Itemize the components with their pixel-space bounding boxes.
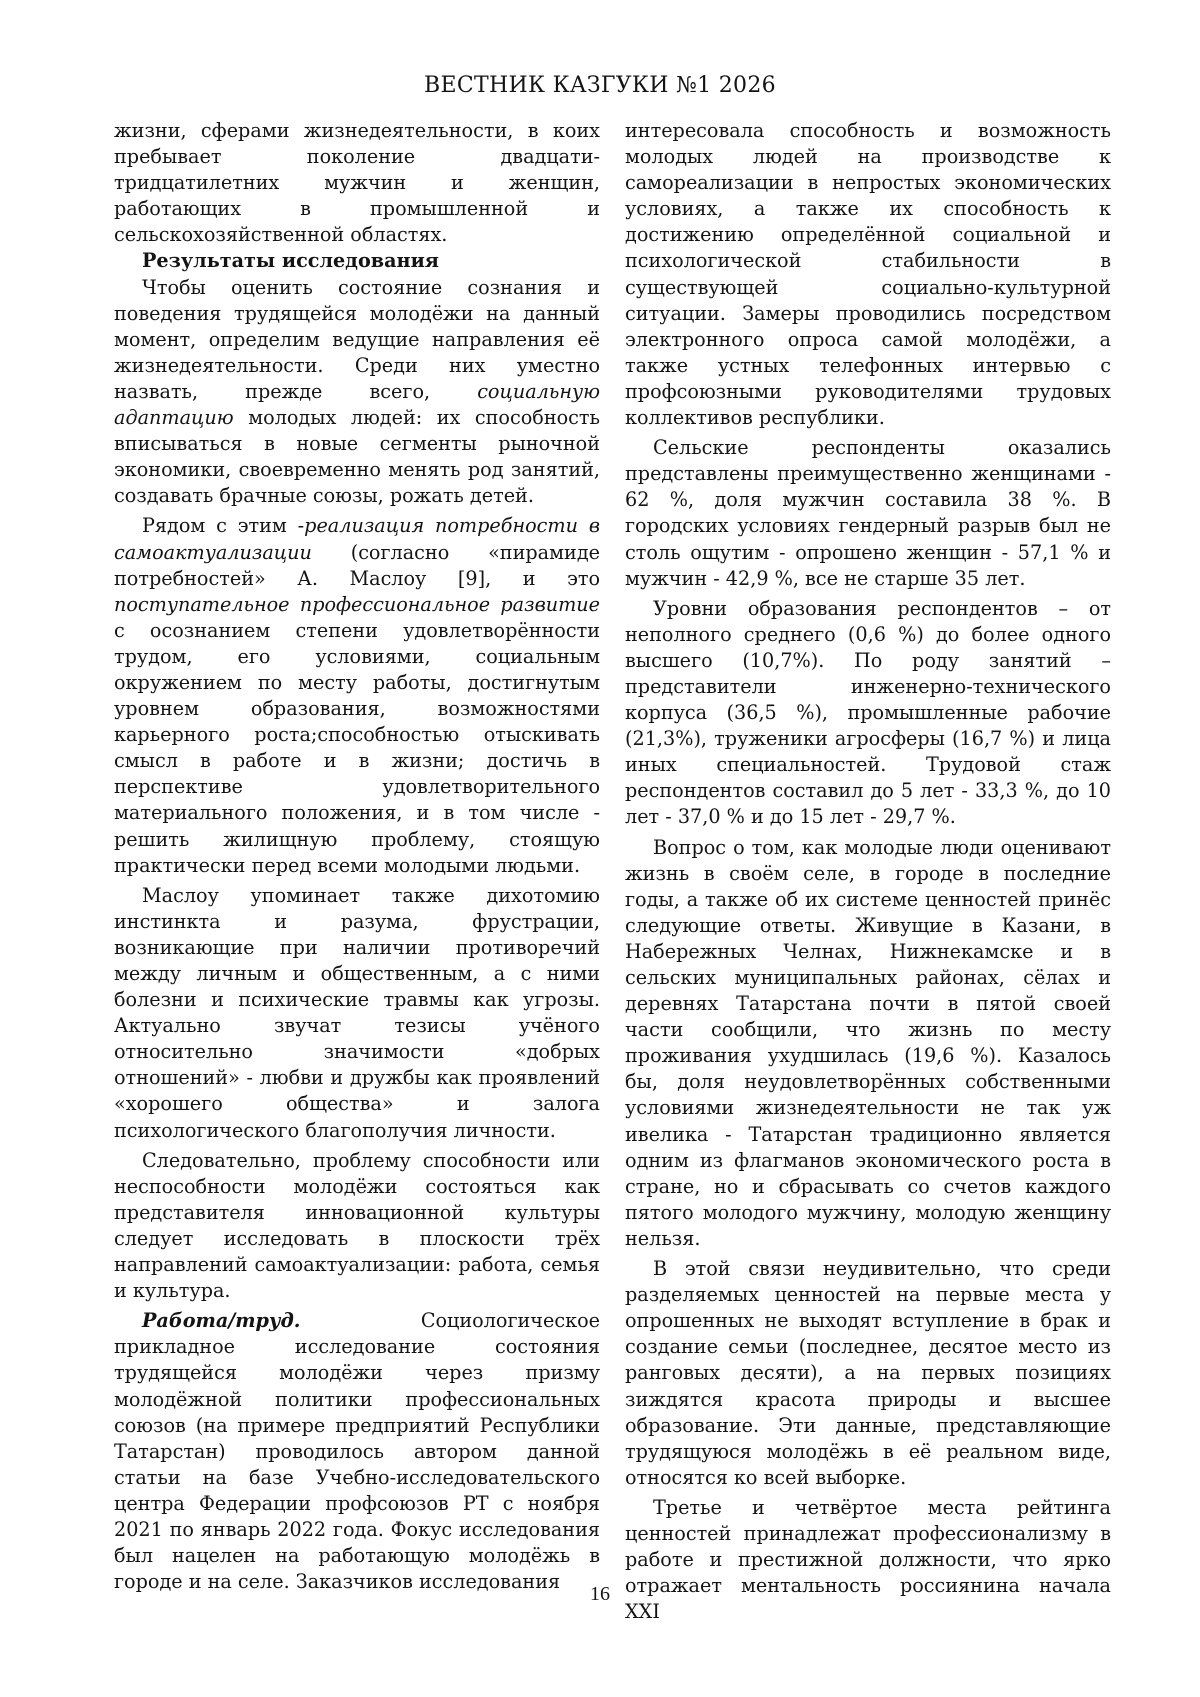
paragraph-life-assessment: Вопрос о том, как молодые люди оценивают жизнь в своём селе, в городе в последние годы, а также об их системе ценностей принёс следующие ответы. Живущие в Казани, в Набережных Челнах, Нижнекамске и в сельских муниципальных районах, сёлах и деревнях Татарстана почти в пятой своей части сообщили, что жизнь по месту проживания ухудшилась (19,6 %). Казалось бы, доля неудовлетворённых собственными условиями жизнедеятельности не так уж ивелика - Татарстан традиционно является одним из флагманов экономического роста в стране, но и сбрасывать со счетов каждого пятого молодого мужчину, молодую женщину нельзя. [625, 835, 1111, 1250]
bold-italic-term-work: Работа/труд. [142, 1309, 301, 1333]
paragraph-text: Рядом с этим - [142, 514, 305, 538]
paragraph-education-levels: Уровни образования респондентов – от неполного среднего (0,6 %) до более одного высшего (10,7%). По роду занятий – представители инженерно-технического корпуса (36,5 %), промышленные рабочие (21,3%), труженики агросферы (16,7 %) и лица иных специальностей. Трудовой стаж респондентов составил до 5 лет - 33,3 %, до 10 лет - 37,0 % и до 15 лет - 29,7 %. [625, 596, 1111, 829]
paragraph-work [114, 1308, 600, 1595]
paragraph-values: В этой связи неудивительно, что среди разделяемых ценностей на первые места у опрошенных не выходят вступление в брак и создание семьи (последнее, десятое место из ранговых десяти), а на первых позициях зиждятся красота природы и высшее образование. Эти данные, представляющие трудящуюся молодёжь в её реальном виде, относятся ко всей выборке. [625, 1257, 1111, 1489]
paragraph-rural-respondents: Сельские респонденты оказались представлены преимущественно женщинами - 62 %, доля мужчин составила 38 %. В городских условиях гендерный разрыв был не столь ощутим - опрошено женщин - 57,1 % и мужчин - 42,9 %, все не старше 35 лет. [625, 436, 1111, 590]
paragraph-text: с осознанием степени удовлетворённости трудом, его условиями, социальным окружением по месту работы, достигнутым уровнем образования, возможностями карьерного роста;способностью отыскивать смысл в работе и в жизни; достичь в перспективе удовлетворительного материального положения, и в том числе - решить жилищную проблему, стоящую практически перед всеми молодыми людьми. [114, 618, 600, 877]
paragraph-social-adaptation [114, 275, 600, 510]
paragraph-self-actualization [114, 513, 600, 878]
italic-term-self-actualization: реализация потребности в самоактуализации [114, 514, 600, 564]
paragraph-maslow: Маслоу упоминает также дихотомию инстинкта и разума, фрустрации, возникающие при наличии противоречий между личным и общественным, а с ними болезни и психические травмы как угрозы. Актуально звучат тезисы учёного относительно значимости «добрых отношений» - любви и дружбы как проявлений «хорошего общества» и залога психологического благополучия личности. [114, 883, 600, 1142]
italic-term-social-adaptation: социальную адаптацию [114, 379, 600, 430]
paragraph-text: Социологическое прикладное исследование состояния трудящейся молодёжи через призму молодёжной политики профессиональных союзов (на примере предприятий Республики Татарстан) проводилось автором данной статьи на базе Учебно-исследовательского центра Федерации профсоюзов РТ с ноября 2021 по январь 2022 года. Фокус исследования был нацелен на работающую молодёжь в городе и на селе. Заказчиков исследования [114, 1309, 600, 1594]
page-number: 16 [590, 1583, 610, 1605]
paragraph-text: (согласно «пирамиде потребностей» А. Маслоу [9], и это [114, 540, 600, 590]
paragraph-ranking: Третье и четвёртое места рейтинга ценностей принадлежат профессионализму в работе и престижной должности, что ярко отражает ментальность россиянина начала XXI [625, 1495, 1111, 1624]
journal-header: ВЕСТНИК КАЗГУКИ №1 2026 [424, 73, 776, 98]
right-column [625, 118, 1111, 1625]
paragraph-conclusion: Следовательно, проблему способности или неспособности молодёжи состояться как представителя инновационной культуры следует исследовать в плоскости трёх направлений самоактуализации: работа, семья и культура. [114, 1148, 600, 1303]
paragraph-text: молодых людей: их способность вписываться в новые сегменты рыночной экономики, своевременно менять род занятий, создавать брачные союзы, рожать детей. [114, 406, 600, 508]
paragraph-text: Чтобы оценить состояние сознания и поведения трудящейся молодёжи на данный момент, определим ведущие направления её жизнедеятельности. Среди них уместно назвать, прежде всего, [114, 275, 600, 403]
italic-term-professional-development: поступательное профессиональное развитие [114, 592, 600, 616]
paragraph-intro-right: интересовала способность и возможность молодых людей на производстве к самореализации в непростых экономических условиях, а также их способность к достижению определённой социальной и психологической стабильности в существующей социально-культурной ситуации. Замеры проводились посредством электронного опроса самой молодёжи, а также устных телефонных интервью с профсоюзными руководителями трудовых коллективов республики. [625, 119, 1111, 430]
section-heading: Результаты исследования [142, 249, 439, 273]
paragraph-intro-left: жизни, сферами жизнедеятельности, в коих пребывает поколение двадцати-тридцатилетних мужчин и женщин, работающих в промышленной и сельскохозяйственной областях. [114, 119, 600, 247]
left-column [114, 118, 600, 1595]
